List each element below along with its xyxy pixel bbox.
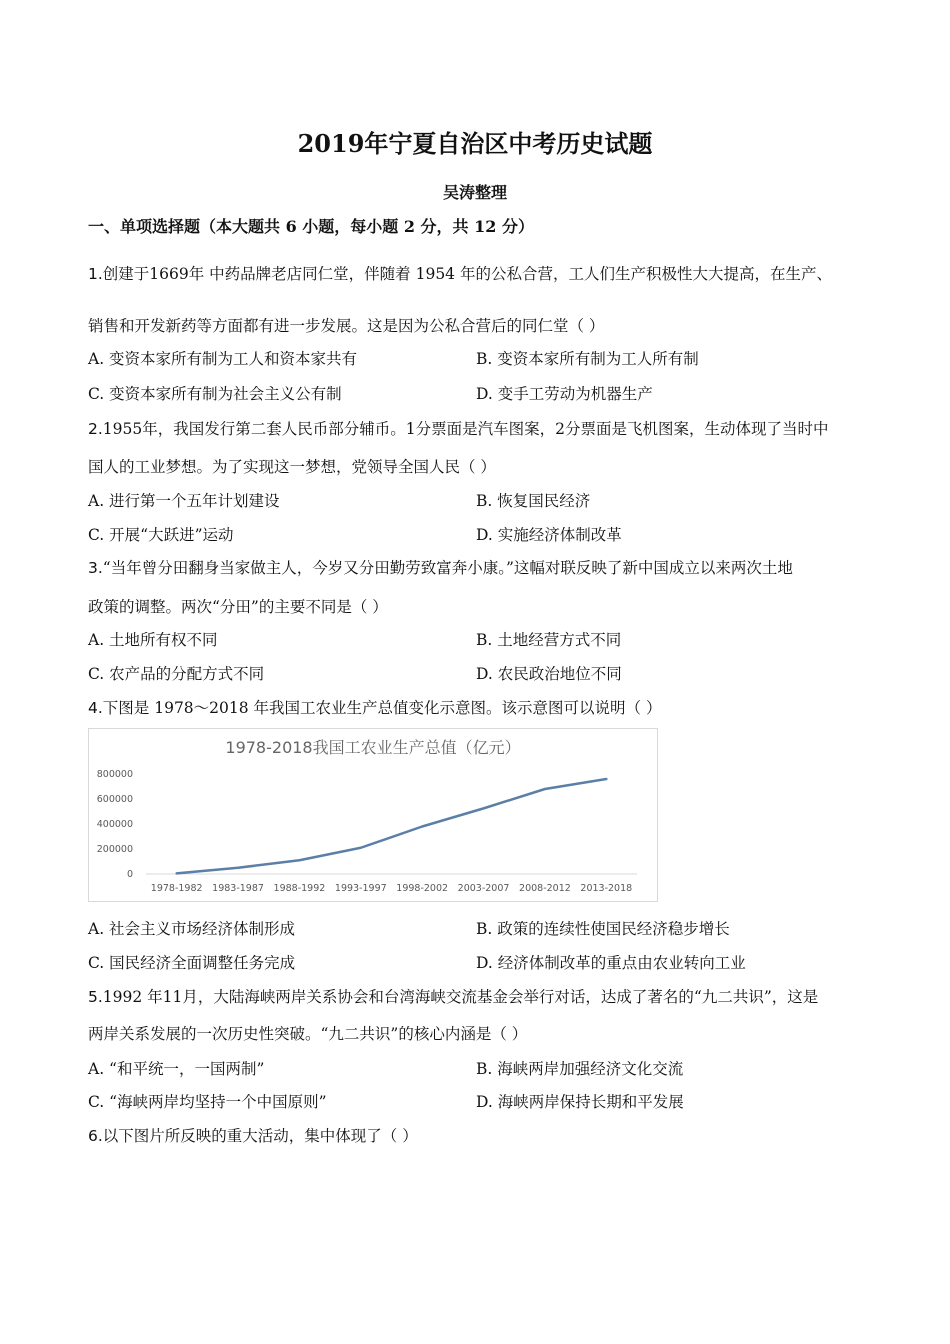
question-1-option-d: D. 变手工劳动为机器生产 bbox=[476, 385, 653, 403]
chart-title: 1978-2018我国工农业生产总值（亿元） bbox=[225, 738, 521, 757]
question-3-line-1: 3.“当年曾分田翻身当家做主人，今岁又分田勤劳致富奔小康。”这幅对联反映了新中国成立以来两次土地 bbox=[88, 559, 793, 577]
y-tick-label: 800000 bbox=[96, 769, 133, 780]
question-4-line-1: 4.下图是 1978～2018 年我国工农业生产总值变化示意图。该示意图可以说明（ ） bbox=[88, 699, 662, 717]
question-2-line-2: 国人的工业梦想。为了实现这一梦想，党领导全国人民（ ） bbox=[88, 458, 496, 476]
question-3-option-b: B. 土地经营方式不同 bbox=[476, 631, 622, 649]
question-5-line-1: 5.1992 年11月，大陆海峡两岸关系协会和台湾海峡交流基金会举行对话，达成了著名的“九二共识”，这是 bbox=[88, 988, 819, 1006]
question-3-option-c: C. 农产品的分配方式不同 bbox=[88, 665, 265, 683]
question-5-option-d: D. 海峡两岸保持长期和平发展 bbox=[476, 1093, 684, 1111]
question-2-option-b: B. 恢复国民经济 bbox=[476, 492, 591, 510]
question-1-line-2: 销售和开发新药等方面都有进一步发展。这是因为公私合营后的同仁堂（ ） bbox=[88, 317, 605, 335]
y-tick-label: 400000 bbox=[96, 819, 133, 830]
question-1-option-c: C. 变资本家所有制为社会主义公有制 bbox=[88, 385, 342, 403]
question-2-option-c: C. 开展“大跃进”运动 bbox=[88, 526, 234, 544]
question-6-line-1: 6.以下图片所反映的重大活动，集中体现了（ ） bbox=[88, 1127, 418, 1145]
author-line: 吴涛整理 bbox=[442, 183, 507, 202]
question-3-option-a: A. 土地所有权不同 bbox=[88, 631, 218, 649]
x-tick-label: 2008-2012 bbox=[519, 883, 571, 894]
question-4-option-b: B. 政策的连续性使国民经济稳步增长 bbox=[476, 920, 730, 938]
chart-canvas bbox=[89, 729, 657, 901]
x-tick-label: 1988-1992 bbox=[273, 883, 326, 894]
question-5-option-c: C. “海峡两岸均坚持一个中国原则” bbox=[88, 1093, 327, 1111]
question-4-option-d: D. 经济体制改革的重点由农业转向工业 bbox=[476, 954, 746, 972]
question-2-option-a: A. 进行第一个五年计划建设 bbox=[88, 492, 280, 510]
question-1-line-1: 1.创建于1669年 中药品牌老店同仁堂，伴随着 1954 年的公私合营，工人们生产积极性大大提高，在生产、 bbox=[88, 265, 832, 283]
question-5-option-b: B. 海峡两岸加强经济文化交流 bbox=[476, 1060, 684, 1078]
question-5-line-2: 两岸关系发展的一次历史性突破。“九二共识”的核心内涵是（ ） bbox=[88, 1025, 528, 1043]
x-tick-label: 1978-1982 bbox=[150, 883, 203, 894]
question-3-option-d: D. 农民政治地位不同 bbox=[476, 665, 622, 683]
x-tick-label: 2003-2007 bbox=[457, 883, 510, 894]
production-value-chart bbox=[88, 728, 658, 902]
section-heading: 一、单项选择题（本大题共 6 小题，每小题 2 分，共 12 分） bbox=[88, 217, 534, 236]
question-1-option-a: A. 变资本家所有制为工人和资本家共有 bbox=[88, 350, 358, 368]
x-tick-label: 1993-1997 bbox=[334, 883, 387, 894]
series-line bbox=[177, 779, 607, 873]
question-4-option-a: A. 社会主义市场经济体制形成 bbox=[88, 920, 296, 938]
y-tick-label: 0 bbox=[126, 869, 133, 880]
question-5-option-a: A. “和平统一，一国两制” bbox=[88, 1060, 265, 1078]
question-4-option-c: C. 国民经济全面调整任务完成 bbox=[88, 954, 296, 972]
question-1-option-b: B. 变资本家所有制为工人所有制 bbox=[476, 350, 699, 368]
question-2-line-1: 2.1955年，我国发行第二套人民币部分辅币。1分票面是汽车图案，2分票面是飞机图案，生动体现了当时中 bbox=[88, 420, 829, 438]
y-tick-label: 200000 bbox=[96, 844, 133, 855]
x-tick-label: 1998-2002 bbox=[396, 883, 449, 894]
x-tick-label: 2013-2018 bbox=[580, 883, 633, 894]
y-tick-label: 600000 bbox=[96, 794, 133, 805]
question-2-option-d: D. 实施经济体制改革 bbox=[476, 526, 622, 544]
question-3-line-2: 政策的调整。两次“分田”的主要不同是（ ） bbox=[88, 598, 388, 616]
x-tick-label: 1983-1987 bbox=[212, 883, 264, 894]
page-title: 2019年宁夏自治区中考历史试题 bbox=[297, 129, 653, 158]
